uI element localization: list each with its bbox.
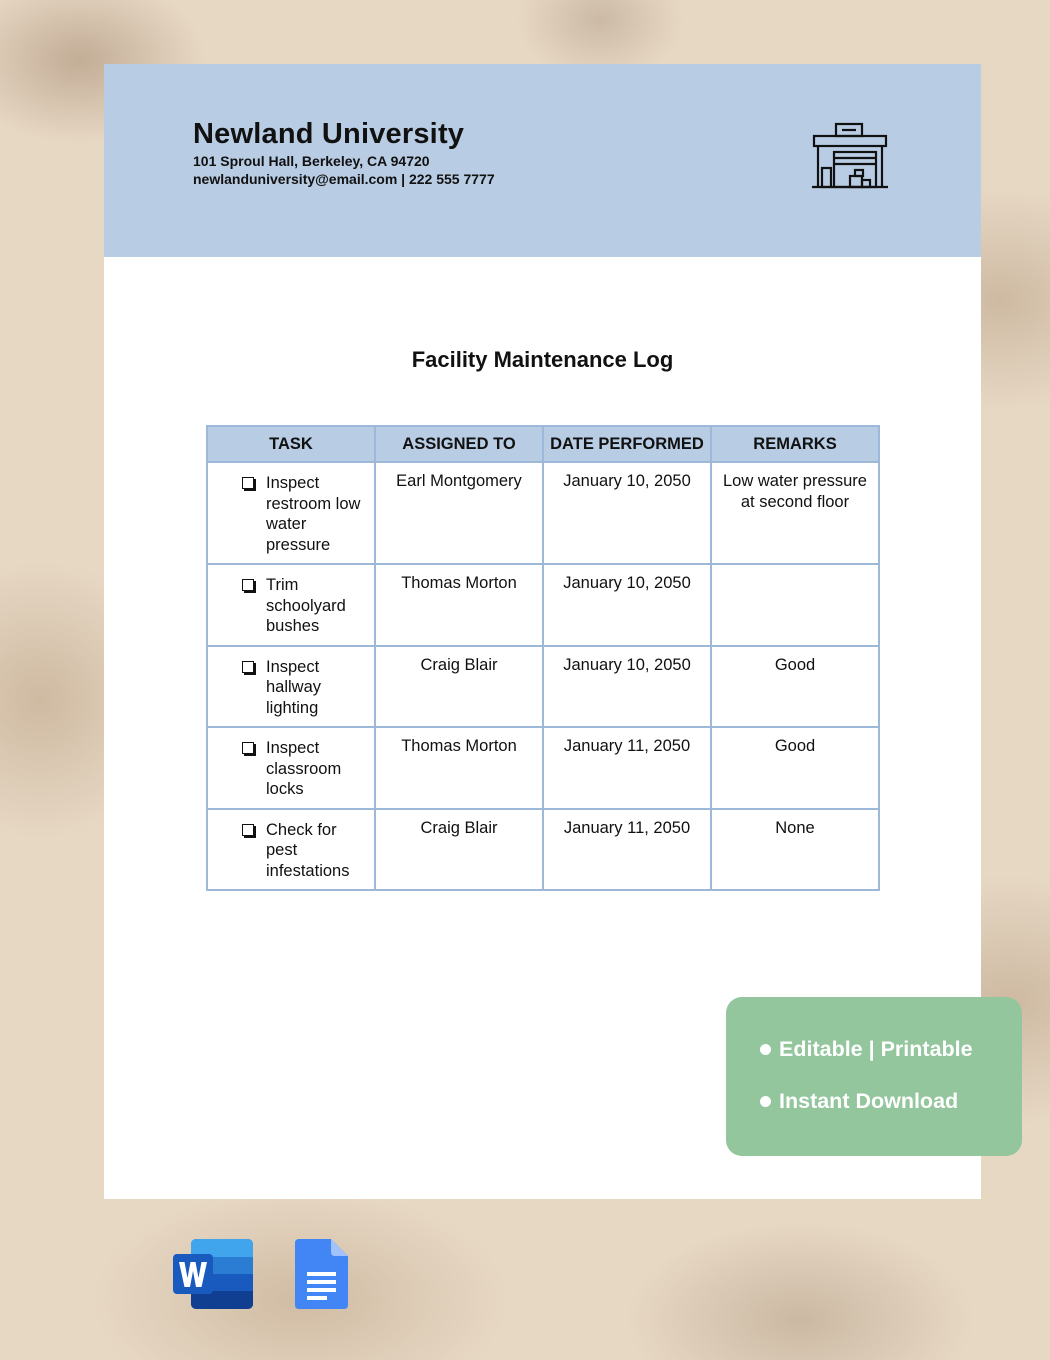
task-cell (207, 564, 375, 646)
table-header-row (207, 426, 879, 462)
feature-text: Instant Download (779, 1089, 959, 1113)
task-text: Trim schoolyard bushes (266, 576, 346, 635)
remarks-cell: Low water pressure at second floor (711, 462, 879, 564)
checkbox-icon[interactable] (242, 579, 254, 591)
assigned-to-cell: Thomas Morton (375, 727, 543, 809)
organization-name: Newland University (193, 118, 465, 150)
assigned-to-cell: Thomas Morton (375, 564, 543, 646)
task-text: Check for pest infestations (266, 820, 350, 880)
google-docs-icon[interactable] (295, 1239, 348, 1309)
document-title: Facility Maintenance Log (411, 347, 674, 372)
task-cell (207, 809, 375, 891)
table-row (207, 809, 879, 891)
date-cell: January 10, 2050 (543, 646, 711, 728)
task-text: Inspect restroom low water pressure (266, 474, 361, 554)
assigned-to-cell: Craig Blair (375, 809, 543, 891)
remarks-cell: None (711, 809, 879, 891)
date-cell: January 11, 2050 (543, 727, 711, 809)
remarks-cell: Good (711, 646, 879, 728)
task-cell (207, 646, 375, 728)
microsoft-word-icon[interactable] (173, 1239, 255, 1309)
building-icon (812, 122, 888, 192)
task-cell (207, 462, 375, 564)
bullet-icon (760, 1044, 771, 1055)
table-row (207, 462, 879, 564)
maintenance-log-table (206, 425, 880, 891)
bullet-icon (760, 1096, 771, 1107)
remarks-cell: Good (711, 727, 879, 809)
checkbox-icon[interactable] (242, 477, 254, 489)
column-header-task: TASK (207, 426, 375, 462)
checkbox-icon[interactable] (242, 742, 254, 754)
date-cell: January 10, 2050 (543, 564, 711, 646)
column-header-remarks: REMARKS (711, 426, 879, 462)
table-row (207, 727, 879, 809)
date-cell: January 11, 2050 (543, 809, 711, 891)
feature-item (760, 1089, 958, 1114)
date-cell: January 10, 2050 (543, 462, 711, 564)
feature-text: Editable | Printable (779, 1037, 973, 1061)
task-text: Inspect hallway lighting (266, 657, 322, 717)
checkbox-icon[interactable] (242, 824, 254, 836)
task-cell (207, 727, 375, 809)
feature-item (760, 1037, 973, 1062)
table-row (207, 564, 879, 646)
table-row (207, 646, 879, 728)
assigned-to-cell: Earl Montgomery (375, 462, 543, 564)
task-text: Inspect classroom locks (266, 739, 342, 798)
organization-contact: newlanduniversity@email.com | 222 555 7777 (193, 171, 495, 187)
column-header-assigned-to: ASSIGNED TO (375, 426, 543, 462)
organization-address: 101 Sproul Hall, Berkeley, CA 94720 (193, 153, 430, 169)
column-header-date-performed: DATE PERFORMED (543, 426, 711, 462)
checkbox-icon[interactable] (242, 661, 254, 673)
remarks-cell (711, 564, 879, 646)
features-badge (726, 997, 1022, 1156)
letterhead (104, 64, 981, 257)
assigned-to-cell: Craig Blair (375, 646, 543, 728)
